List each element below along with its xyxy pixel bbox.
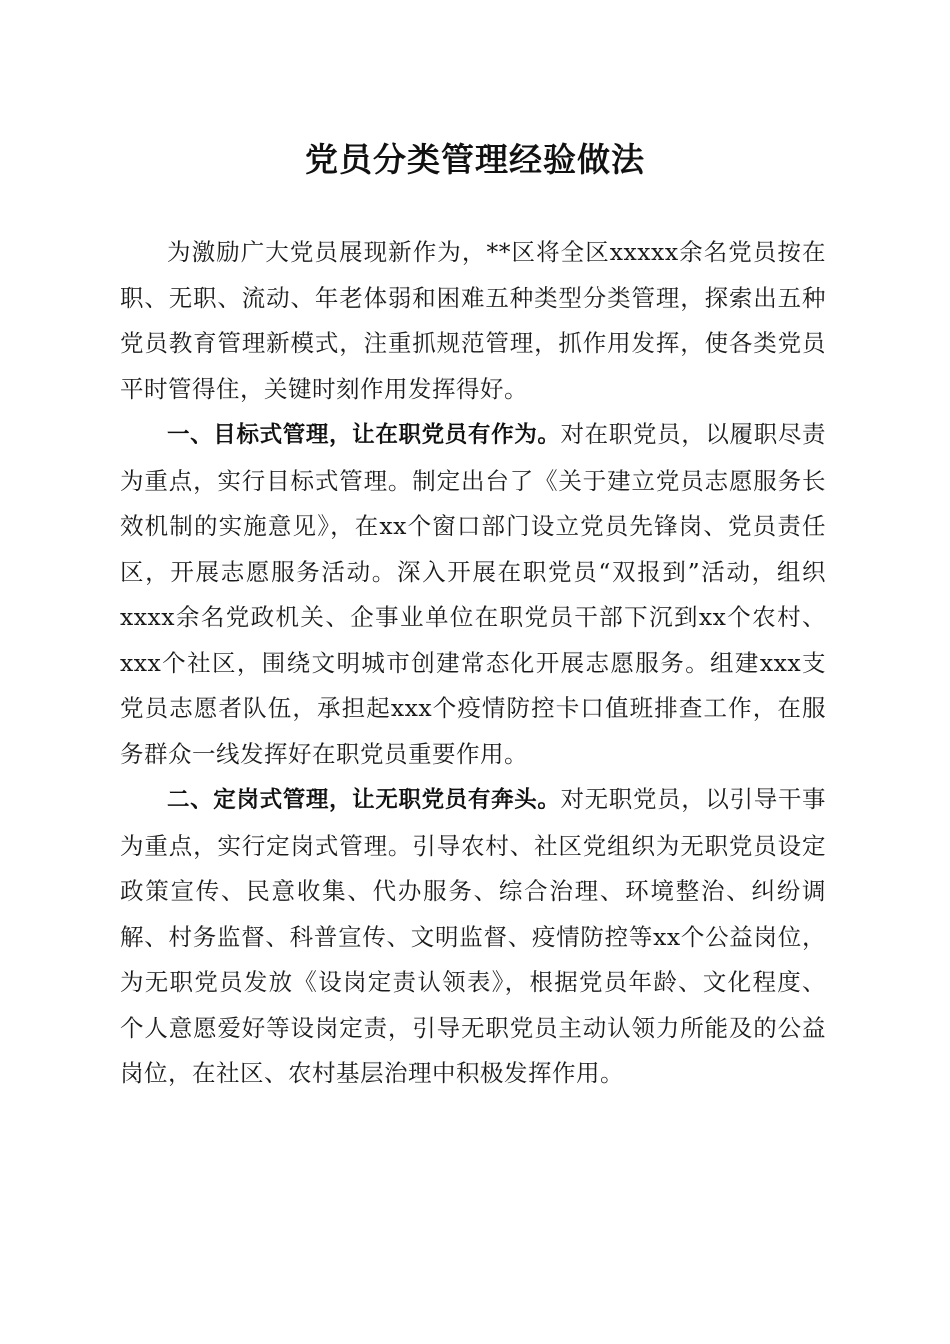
intro-paragraph: 为激励广大党员展现新作为，**区将全区xxxxx余名党员按在职、无职、流动、年老体弱和困难五种类型分类管理，探索出五种党员教育管理新模式，注重抓规范管理，抓作用发挥，使各类党员平时管得住，关键时刻作用发挥得好。 (120, 238, 826, 403)
section-2-heading: 二、定岗式管理，让无职党员有奔头。 (167, 787, 561, 813)
document-title: 党员分类管理经验做法 (305, 140, 645, 179)
document-body (120, 230, 826, 1097)
section-1-heading: 一、目标式管理，让在职党员有作为。 (167, 422, 561, 448)
section-2-body: 对无职党员，以引导干事为重点，实行定岗式管理。引导农村、社区党组织为无职党员设定政策宣传、民意收集、代办服务、综合治理、环境整治、纠纷调解、村务监督、科普宣传、文明监督、疫情防控等xx个公益岗位，为无职党员发放《设岗定责认领表》，根据党员年龄、文化程度、个人意愿爱好等设岗定责，引导无职党员主动认领力所能及的公益岗位，在社区、农村基层治理中积极发挥作用。 (120, 785, 826, 1087)
section-1-paragraph (120, 412, 826, 777)
section-2-paragraph (120, 777, 826, 1097)
section-1-body: 对在职党员，以履职尽责为重点，实行目标式管理。制定出台了《关于建立党员志愿服务长效机制的实施意见》，在xx个窗口部门设立党员先锋岗、党员责任区，开展志愿服务活动。深入开展在职党员“双报到”活动，组织xxxx余名党政机关、企事业单位在职党员干部下沉到xx个农村、xxx个社区，围绕文明城市创建常态化开展志愿服务。组建xxx支党员志愿者队伍，承担起xxx个疫情防控卡口值班排查工作，在服务群众一线发挥好在职党员重要作用。 (120, 420, 826, 768)
